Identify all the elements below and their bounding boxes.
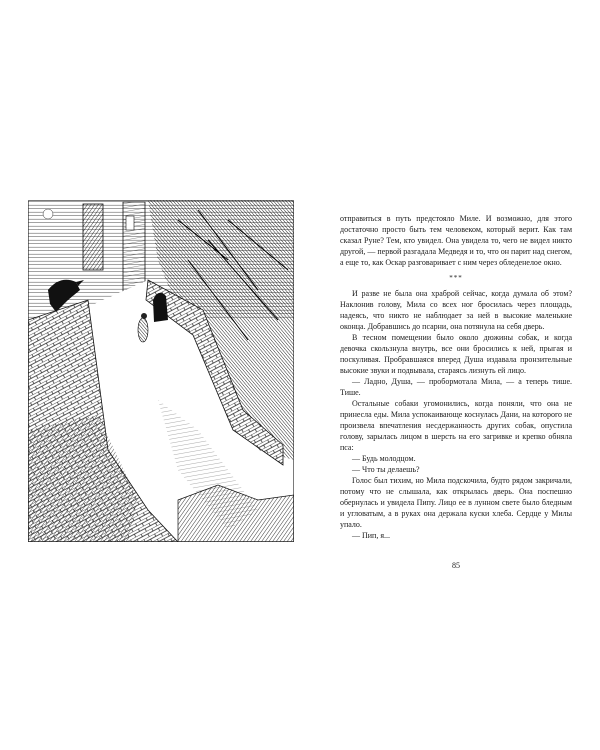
paragraph-2: И разве не была она храброй сейчас, когда думала об этом? Наклонив голову, Мила со всех ног бросилась через площадь, надеясь, что никто не наблюдает за ней в высокие маленькие оконца. Добравшись до псарни, она потянула на себя дверь. [340,289,572,331]
paragraph-7: — Что ты делаешь? [352,465,420,474]
paragraph-9: — Пип, я... [352,531,391,540]
section-separator: *** [449,274,463,282]
etching-illustration [28,200,294,542]
paragraph-8: Голос был тихим, но Мила подскочила, будто рядом закричали, потому что не слышала, как открылась дверь. Она поспешно обернулась и увидела Пипу. Лицо ее в лунном свете было бледным и угловатым, а в руках она держала куски хлеба. Сердце у Милы упало. [340,476,572,529]
paragraph-6: — Будь молодцом. [352,454,416,463]
paragraph-4: — Ладно, Душа, — пробормотала Мила, — а теперь тише. Тише. [340,377,572,397]
page-number: 85 [452,561,460,570]
text-page [340,213,572,541]
paragraph-1: отправиться в путь предстояло Миле. И возможно, для этого достаточно просто быть тем человеком, который верит. Как там сказал Руне? Тем, кто увидел. Она увидела то, чего не видел никто другой, — первой разгадала Медведя и то, что он парит над снегом, а еще то, как Оскар разговаривает с ним через обледенелое окно. [340,214,572,267]
paragraph-5: Остальные собаки угомонились, когда поняли, что она не принесла еды. Мила успокаивающе коснулась Дани, на которого не произвела впечатления несдержанность других собак, опустила голову, зарылась лицом в шерсть на его загривке и крепко обняла пса: [340,399,572,452]
illustration [28,200,294,542]
paragraph-3: В тесном помещении было около дюжины собак, и когда девочка скользнула внутрь, все они бросились к ней, прыгая и поскуливая. Пробравшаяся вперед Душа издавала пронзительные высокие звуки и подвывала, стараясь лизнуть ей лицо. [340,333,572,375]
